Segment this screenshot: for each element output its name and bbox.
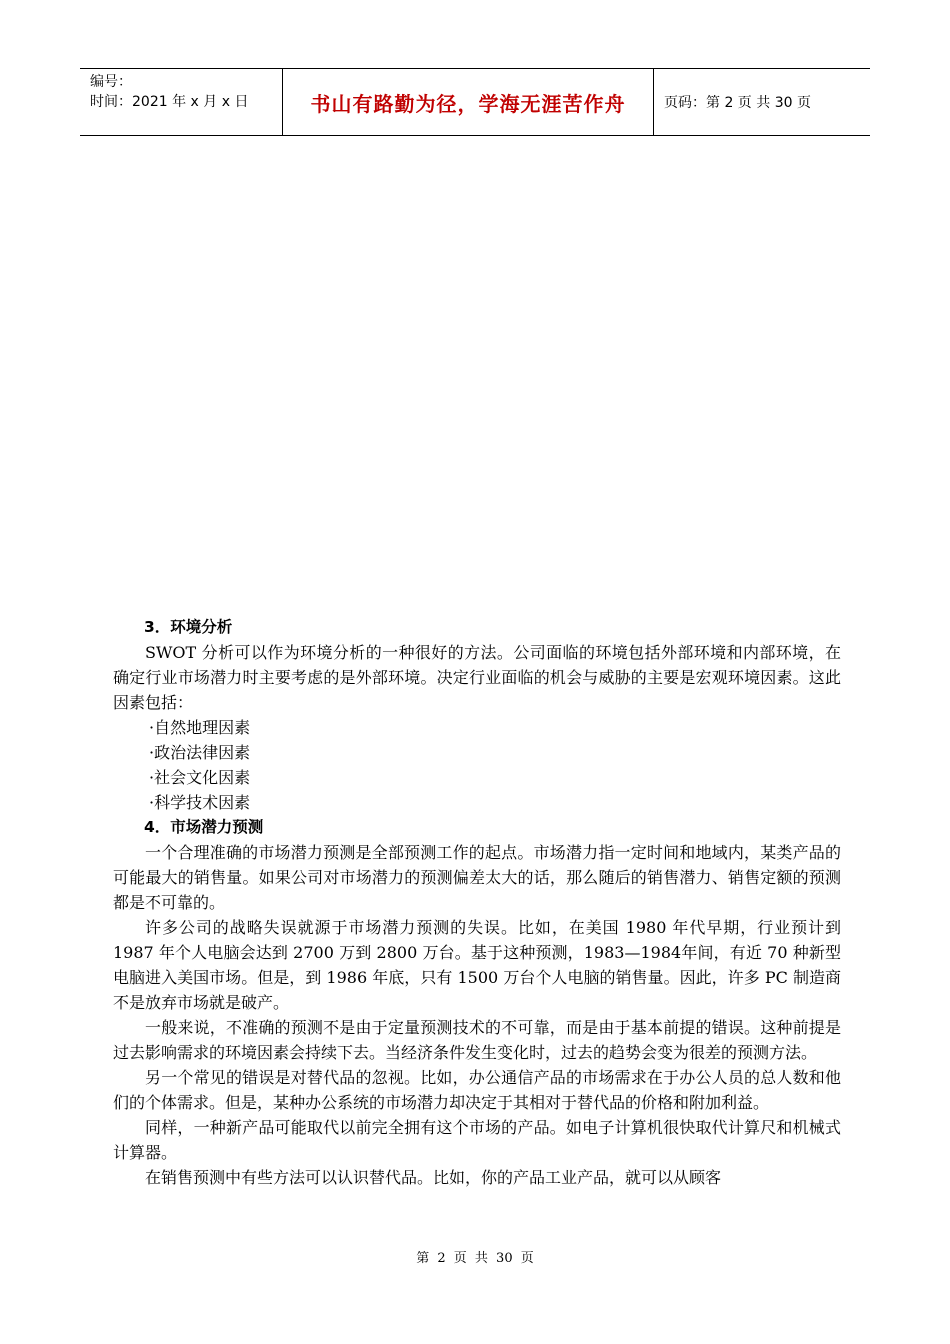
bullet-item: ·科学技术因素 <box>149 793 251 812</box>
header-meta <box>80 69 282 135</box>
paragraph: 一般来说，不准确的预测不是由于定量预测技术的不可靠，而是由于基本前提的错误。这种前提是过去影响需求的环境因素会持续下去。当经济条件发生变化时，过去的趋势会变为很差的预测方法。 <box>113 1018 841 1062</box>
paragraph: 另一个常见的错误是对替代品的忽视。比如，办公通信产品的市场需求在于办公人员的总人数和他们的个体需求。但是，某种办公系统的市场潜力却决定于其相对于替代品的价格和附加利益。 <box>113 1068 841 1112</box>
section-heading-market: 4．市场潜力预测 <box>144 818 264 836</box>
bullet-item: ·政治法律因素 <box>149 743 251 762</box>
time-label: 时间：2021 年 x 月 x 日 <box>90 94 249 110</box>
paragraph: 同样，一种新产品可能取代以前完全拥有这个市场的产品。如电子计算机很快取代计算尺和机械式计算器。 <box>113 1118 841 1162</box>
section-heading-environment: 3．环境分析 <box>144 618 233 636</box>
paragraph: 许多公司的战略失误就源于市场潜力预测的失误。比如，在美国 1980 年代早期，行业预计到 1987 年个人电脑会达到 2700 万到 2800 万台。基于这种预测，1983—1984年间，有近 70 种新型电脑进入美国市场。但是，到 1986 年底，只有 1500 万台个人电脑的销售量。因此，许多 PC 制造商不是放弃市场就是破产。 <box>113 918 841 1012</box>
bullet-item: ·自然地理因素 <box>149 718 251 737</box>
paragraph-swot: SWOT 分析可以作为环境分析的一种很好的方法。公司面临的环境包括外部环境和内部环境，在确定行业市场潜力时主要考虑的是外部环境。决定行业面临的机会与威胁的主要是宏观环境因素。这此因素包括： <box>113 643 841 712</box>
page-header <box>80 68 870 136</box>
paragraph: 在销售预测中有些方法可以认识替代品。比如，你的产品工业产品，就可以从顾客 <box>145 1168 722 1187</box>
page-footer: 第 2 页 共 30 页 <box>416 1251 534 1266</box>
paragraph: 一个合理准确的市场潜力预测是全部预测工作的起点。市场潜力指一定时间和地域内，某类产品的可能最大的销售量。如果公司对市场潜力的预测偏差太大的话，那么随后的销售潜力、销售定额的预测都是不可靠的。 <box>113 843 841 912</box>
header-page-info: 页码：第 2 页 共 30 页 <box>664 95 811 111</box>
bullet-item: ·社会文化因素 <box>149 768 251 787</box>
document-body <box>113 615 841 1190</box>
header-motto: 书山有路勤为径，学海无涯苦作舟 <box>282 69 654 135</box>
number-label: 编号： <box>90 74 132 90</box>
